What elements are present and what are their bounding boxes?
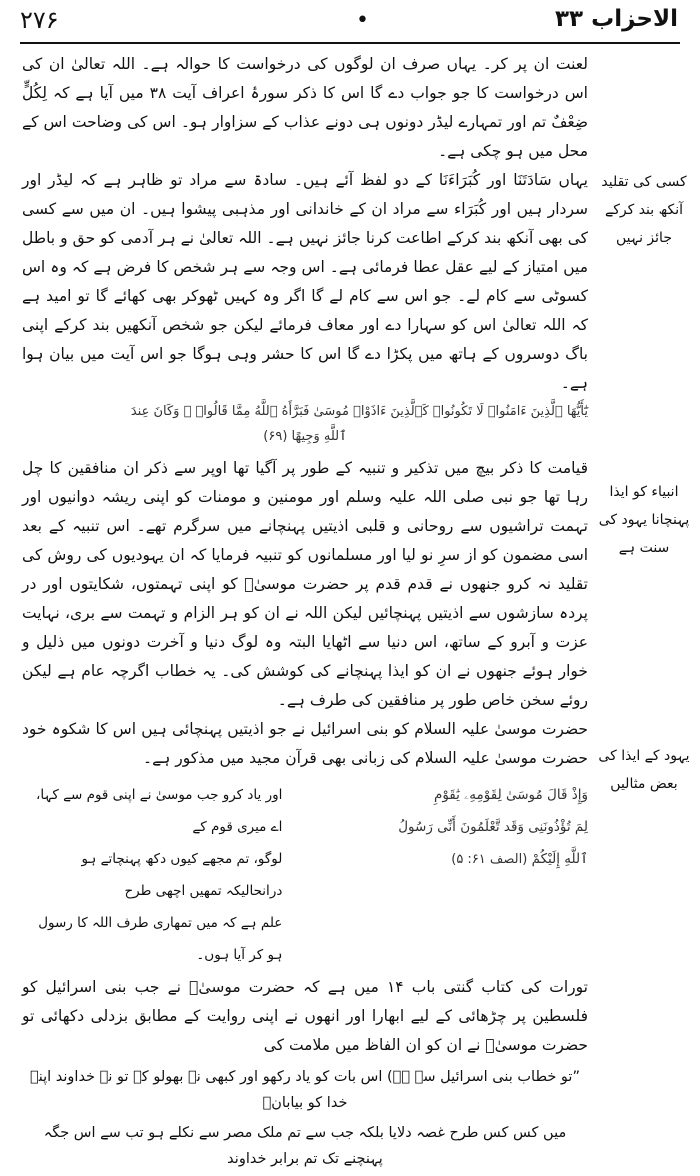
- quote-note-1: ”تو خطاب بنی اسرائیل سے ہے) اس بات کو یاد رکھو اور کبھی نہ بھولو کہ تو نے خداوند اپنے خدا کو بیابانؑ: [30, 1069, 580, 1111]
- quote-arabic-line-2: لِمَ تُؤْذُونَنِى وَقَد تَّعْلَمُونَ أَنِّى رَسُولُ: [398, 819, 588, 835]
- page-header: [20, 4, 678, 42]
- quote-urdu-line-3: علم ہے کہ میں تمھاری طرف اللہ کا رسول ہو کر آیا ہوں۔: [38, 915, 283, 963]
- paragraph-4: حضرت موسیٰ علیہ السلام کو بنی اسرائیل نے جو اذیتیں پہنچائی ہیں اس کا شکوہ خود حضرت موسیٰ علیہ السلام کی زبانی بھی قرآن مجید میں مذکور ہے۔: [22, 720, 588, 767]
- paragraph-1: لعنت ان پر کر۔ یہاں صرف ان لوگوں کی درخواست کا حوالہ ہے۔ اللہ تعالیٰ ان کی اس درخواست کا جو جواب دے گا اس کا ذکر سورۂ اعراف آیت ۳۸ میں آیا ہے کہ لِکُلٍّ ضِعْفٌ تم اور تمہارے لیڈر دونوں ہی دونے عذاب کے سزاوار ہو۔ اس کی وضاحت اس کے محل میں ہو چکی ہے۔: [22, 55, 588, 160]
- header-separator: •: [356, 8, 369, 33]
- margin-note-3: یہود کے ایذا کی بعض مثالیں: [598, 748, 690, 792]
- quote-arabic-line-1: وَإِذْ قَالَ مُوسَىٰ لِقَوْمِهِۦ يَٰقَوْمِ: [433, 787, 588, 803]
- running-title: الاحزاب ۳۳: [555, 6, 678, 32]
- quote-note-2: میں کس کس طرح غصہ دلایا بلکہ جب سے تم ملک مصر سے نکلے ہو تب سے اس جگہ پہنچنے تک تم برابر خداوند: [43, 1125, 567, 1167]
- quote-arabic-line-3-text: ٱللَّهِ إِلَيْكُمْ: [531, 851, 588, 867]
- quote-reference: (الصف ۶۱: ۵): [451, 852, 528, 867]
- verse-69: يَٰٓأَيُّهَا ٱلَّذِينَ ءَامَنُوا۟ لَا تَكُونُوا۟ كَٱلَّذِينَ ءَاذَوْا۟ مُوسَىٰ فَبَرَّأَهُ ٱللَّهُ مِمَّا قَالُوا۟ ۚ وَكَانَ عِندَ: [130, 404, 588, 419]
- paragraph-5: تورات کی کتاب گنتی باب ۱۴ میں ہے کہ حضرت موسیٰؑ نے جب بنی اسرائیل کو فلسطین پر چڑھائی کے لیے ابھارا اور انھوں نے اپنی روایت کے مطابق بزدلی دکھائی تو حضرت موسیٰؑ نے ان کو ان الفاظ میں ملامت کی: [22, 978, 588, 1054]
- quote-block: [22, 779, 588, 971]
- paragraph-3: قیامت کا ذکر بیچ میں تذکیر و تنبیہ کے طور پر آگیا تھا اوپر سے ذکر ان منافقین کا چل رہا تھا جو نبی صلی اللہ علیہ وسلم اور مومنین و مومنات کو اپنی ریشہ دوانیوں اور تہمت تراشیوں سے روحانی و قلبی اذیتیں پہنچانے میں سرگرم تھے۔ اس تنبیہ کے بعد اسی مضمون کو از سرِ نو لیا اور مسلمانوں کو تنبیہ فرمایا کہ ان یہودیوں کی روش کی تقلید نہ کرو جنھوں نے قدم قدم پر حضرت موسیٰؑ کو اپنی تہمتوں، شکایتوں اور در پردہ سازشوں سے اذیتیں پہنچائیں لیکن اللہ نے ان کو ہر الزام و تہمت سے بری، نہایت عزت و آبرو کے ساتھ، اس دنیا سے اٹھایا البتہ وہ لوگ دنیا و آخرت دونوں میں ذلیل و خوار ہوئے جنھوں نے ان کو ایذا پہنچانے کی کوشش کی۔ یہ خطاب اگرچہ عام ہے لیکن روئے سخن خاص طور پر منافقین کی طرف ہے۔: [22, 459, 588, 709]
- page-number: ۲۷۶: [20, 6, 59, 34]
- quote-urdu-line-2: لوگو، تم مجھے کیوں دکھ پہنچاتے ہو درانحالیکہ تمھیں اچھی طرح: [81, 851, 283, 899]
- paragraph-2: یہاں سَادَتَنَا اور کُبَرَاءَنَا کے دو لفظ آئے ہیں۔ سادۃ سے مراد تو ظاہر ہے کہ لیڈر اور سردار ہیں اور کُبَرَاء سے مراد ان کے خاندانی اور مذہبی پیشوا ہیں۔ ان میں سے کسی کی بھی آنکھ بند کرکے اطاعت کرنا جائز نہیں ہے۔ اللہ تعالیٰ نے ہر آدمی کو حق و باطل میں امتیاز کے لیے عقل عطا فرمائی ہے۔ اس وجہ سے ہر شخص کا فرض ہے کہ وہ اس کسوٹی سے کام لے۔ جو اس سے کام لے گا اگر وہ کہیں ٹھوکر بھی کھائے گا تو امید ہے کہ اللہ تعالیٰ اس کو سہارا دے اور معاف فرمائے لیکن جو شخص آنکھیں بند کرکے اپنی باگ دوسروں کے ہاتھ میں پکڑا دے گا اس کا حشر وہی ہوگا جو اس آیت میں بیان ہوا ہے۔: [22, 171, 588, 392]
- body-text: [22, 50, 588, 1176]
- quote-arabic-line-3: [328, 843, 588, 876]
- margin-note-2: انبیاء کو ایذا پہنچانا یہود کی سنت ہے: [598, 484, 690, 556]
- margin-note-1: کسی کی تقلید آنکھ بند کرکے جائز نہیں: [601, 174, 687, 246]
- quote-urdu-line-1: اور یاد کرو جب موسیٰ نے اپنی قوم سے کہا، اے میری قوم کے: [35, 787, 283, 835]
- header-rule: [20, 42, 680, 44]
- quote-arabic: [328, 779, 588, 971]
- quote-urdu: [22, 779, 282, 971]
- verse-69-end: ٱللَّهِ وَجِيهًا (۶۹): [263, 429, 347, 444]
